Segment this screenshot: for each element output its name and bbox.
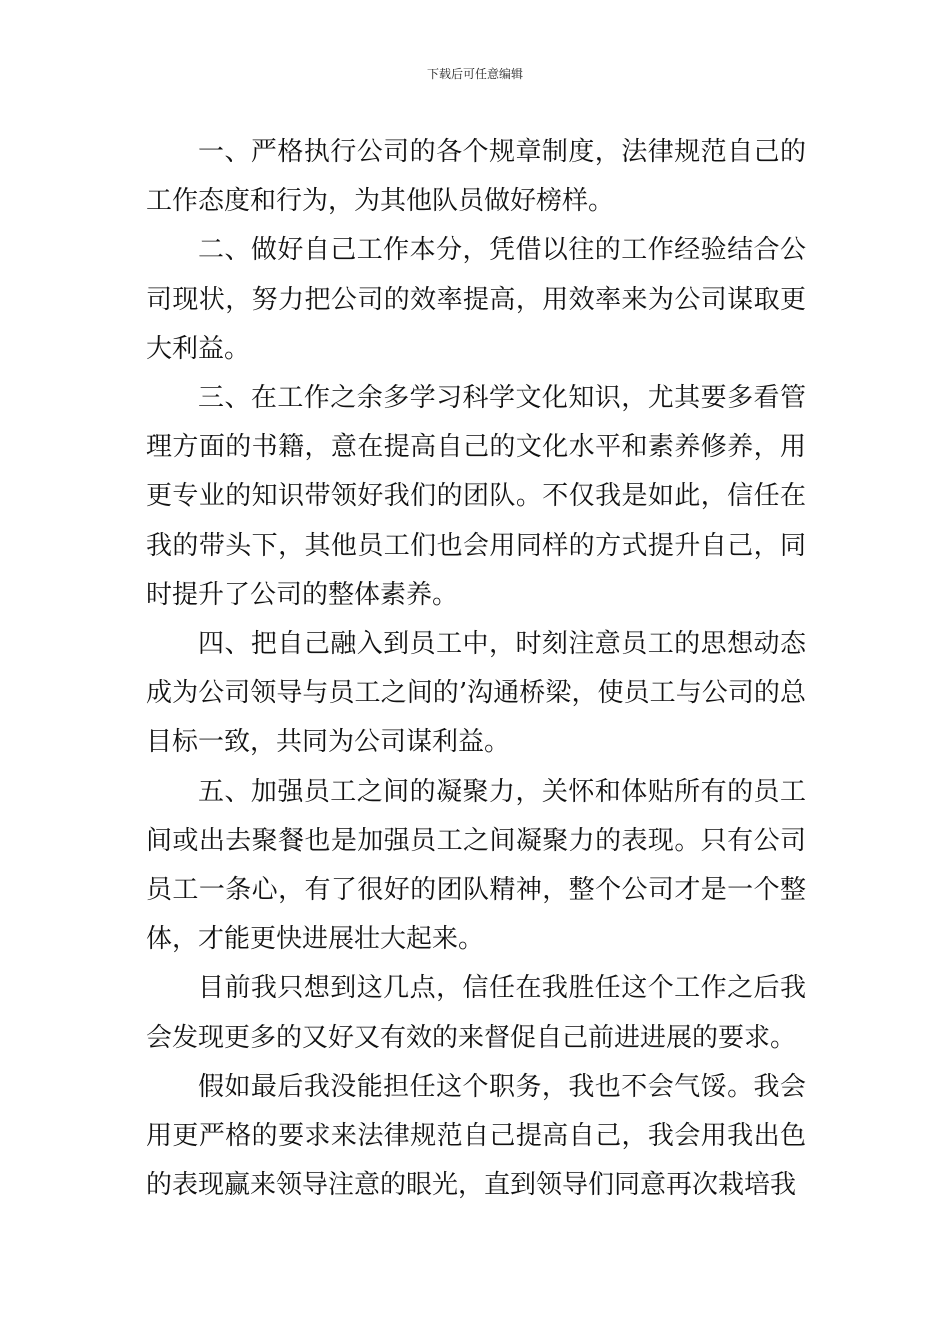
page-header: 下载后可任意编辑 (426, 67, 523, 81)
paragraph-6: 目前我只想到这几点，信任在我胜任这个工作之后我会发现更多的又好又有效的来督促自己前进进展的要求。 (146, 973, 806, 1053)
paragraph-2: 二、做好自己工作本分，凭借以往的工作经验结合公司现状，努力把公司的效率提高，用效率来为公司谋取更大利益。 (146, 235, 806, 364)
paragraph-3: 三、在工作之余多学习科学文化知识，尤其要多看管理方面的书籍，意在提高自己的文化水平和素养修养，用更专业的知识带领好我们的团队。不仅我是如此，信任在我的带头下，其他员工们也会用同样的方式提升自己，同时提升了公司的整体素养。 (146, 383, 806, 610)
paragraph-1: 一、严格执行公司的各个规章制度，法律规范自己的工作态度和行为，为其他队员做好榜样。 (146, 137, 806, 217)
paragraph-4: 四、把自己融入到员工中，时刻注意员工的思想动态成为公司领导与员工之间的’沟通桥梁，使员工与公司的总目标一致，共同为公司谋利益。 (146, 629, 806, 758)
document-body (146, 128, 806, 1210)
paragraph-5: 五、加强员工之间的凝聚力，关怀和体贴所有的员工间或出去聚餐也是加强员工之间凝聚力的表现。只有公司员工一条心，有了很好的团队精神，整个公司才是一个整体，才能更快进展壮大起来。 (146, 776, 806, 955)
paragraph-7: 假如最后我没能担任这个职务，我也不会气馁。我会用更严格的要求来法律规范自己提高自己，我会用我出色的表现赢来领导注意的眼光，直到领导们同意再次栽培我 (146, 1071, 806, 1201)
